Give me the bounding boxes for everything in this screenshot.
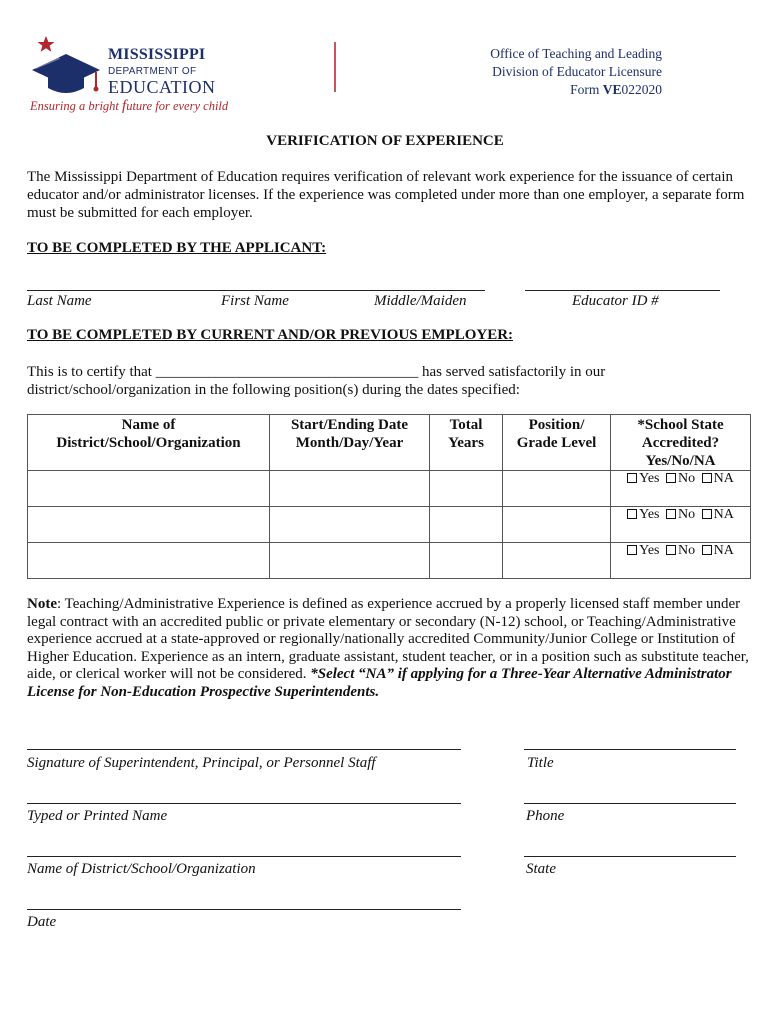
note-label: Note — [27, 596, 57, 612]
cell-position[interactable] — [503, 543, 611, 579]
cell-years[interactable] — [430, 471, 503, 507]
cell-position[interactable] — [503, 471, 611, 507]
certify-paragraph: This is to certify that ___________________________________ has served satisfactorily in our district/school/organization in the following position(s) during the dates specified: — [27, 364, 606, 398]
state-label: State — [526, 861, 556, 877]
cell-name[interactable] — [28, 507, 270, 543]
certify-name-blank[interactable]: ___________________________________ — [155, 364, 419, 380]
district-line[interactable] — [27, 856, 461, 857]
note-text: : Teaching/Administrative Experience is defined as experience accrued by a properly licensed staff member under legal contract with an accredited public or private elementary or secondary (N-12) school, or Teaching/Administrative experience accrued at a state-approved or regionally/nationally accredited Community/Junior College or Institution of Higher Education. Experience as an intern, graduate assistant, student teacher, or in a position such as substitute teacher, aide, or clerical worker will not be considered. — [27, 596, 749, 682]
state-line[interactable] — [524, 856, 736, 857]
cell-dates[interactable] — [270, 543, 430, 579]
date-label: Date — [27, 914, 57, 930]
employer-heading: TO BE COMPLETED BY CURRENT AND/OR PREVIOUS EMPLOYER: — [27, 327, 514, 343]
table-header-row — [28, 415, 751, 471]
office-block — [490, 45, 662, 99]
col-header-dates: Start/Ending Date Month/Day/Year — [270, 415, 430, 471]
cell-dates[interactable] — [270, 471, 430, 507]
yes-checkbox[interactable] — [627, 545, 637, 555]
applicant-name-line[interactable] — [27, 290, 485, 291]
middle-maiden-label: Middle/Maiden — [374, 293, 467, 309]
printed-name-label: Typed or Printed Name — [27, 808, 168, 824]
mde-logo — [26, 28, 229, 118]
applicant-heading: TO BE COMPLETED BY THE APPLICANT: — [27, 240, 327, 256]
cell-position[interactable] — [503, 507, 611, 543]
office-line: Office of Teaching and Leading — [490, 46, 662, 61]
cell-accredited: Yes No NA — [611, 471, 751, 507]
col-header-position: Position/ Grade Level — [503, 415, 611, 471]
cell-years[interactable] — [430, 543, 503, 579]
phone-line[interactable] — [524, 803, 736, 804]
district-label: Name of District/School/Organization — [27, 861, 256, 877]
table-row — [28, 471, 751, 507]
logo-education: EDUCATION — [108, 77, 216, 97]
header-divider — [334, 42, 336, 92]
page-title: VERIFICATION OF EXPERIENCE — [266, 133, 504, 149]
col-header-name: Name of District/School/Organization — [28, 415, 270, 471]
phone-label: Phone — [526, 808, 565, 824]
title-label: Title — [527, 755, 554, 771]
na-checkbox[interactable] — [702, 509, 712, 519]
last-name-label: Last Name — [27, 293, 92, 309]
cell-years[interactable] — [430, 507, 503, 543]
signature-label: Signature of Superintendent, Principal, or Personnel Staff — [27, 755, 376, 771]
cell-accredited: Yes No NA — [611, 507, 751, 543]
yes-checkbox[interactable] — [627, 473, 637, 483]
note-paragraph — [27, 596, 749, 701]
graduation-cap-logo-icon — [26, 32, 106, 98]
cell-accredited: Yes No NA — [611, 543, 751, 579]
no-checkbox[interactable] — [666, 545, 676, 555]
division-line: Division of Educator Licensure — [492, 64, 662, 79]
cell-name[interactable] — [28, 471, 270, 507]
col-header-accredited: *School State Accredited? Yes/No/NA — [611, 415, 751, 471]
logo-mississippi: MISSISSIPPI — [108, 46, 206, 63]
table-row — [28, 543, 751, 579]
form-number: Form VE022020 — [570, 82, 662, 97]
logo-department-of: DEPARTMENT OF — [108, 66, 197, 77]
educator-id-line[interactable] — [525, 290, 720, 291]
first-name-label: First Name — [221, 293, 289, 309]
date-line[interactable] — [27, 909, 461, 910]
na-checkbox[interactable] — [702, 545, 712, 555]
logo-tagline: Ensuring a bright future for every child — [30, 98, 229, 114]
table-row — [28, 507, 751, 543]
intro-paragraph: The Mississippi Department of Education requires verification of relevant work experience for the issuance of certain educator and/or administrator licenses. If the experience was completed under more than one employer, a separate form must be submitted for each employer. — [27, 169, 745, 221]
printed-name-line[interactable] — [27, 803, 461, 804]
title-line[interactable] — [524, 749, 736, 750]
col-header-years: Total Years — [430, 415, 503, 471]
cell-dates[interactable] — [270, 507, 430, 543]
signature-line[interactable] — [27, 749, 461, 750]
experience-table — [27, 414, 751, 579]
na-checkbox[interactable] — [702, 473, 712, 483]
note-emphasis: *Select “NA” if applying for a Three-Year Alternative Administrator License for Non-Education Prospective Superintendents. — [27, 666, 732, 700]
no-checkbox[interactable] — [666, 509, 676, 519]
no-checkbox[interactable] — [666, 473, 676, 483]
cell-name[interactable] — [28, 543, 270, 579]
yes-checkbox[interactable] — [627, 509, 637, 519]
educator-id-label: Educator ID # — [572, 293, 659, 309]
